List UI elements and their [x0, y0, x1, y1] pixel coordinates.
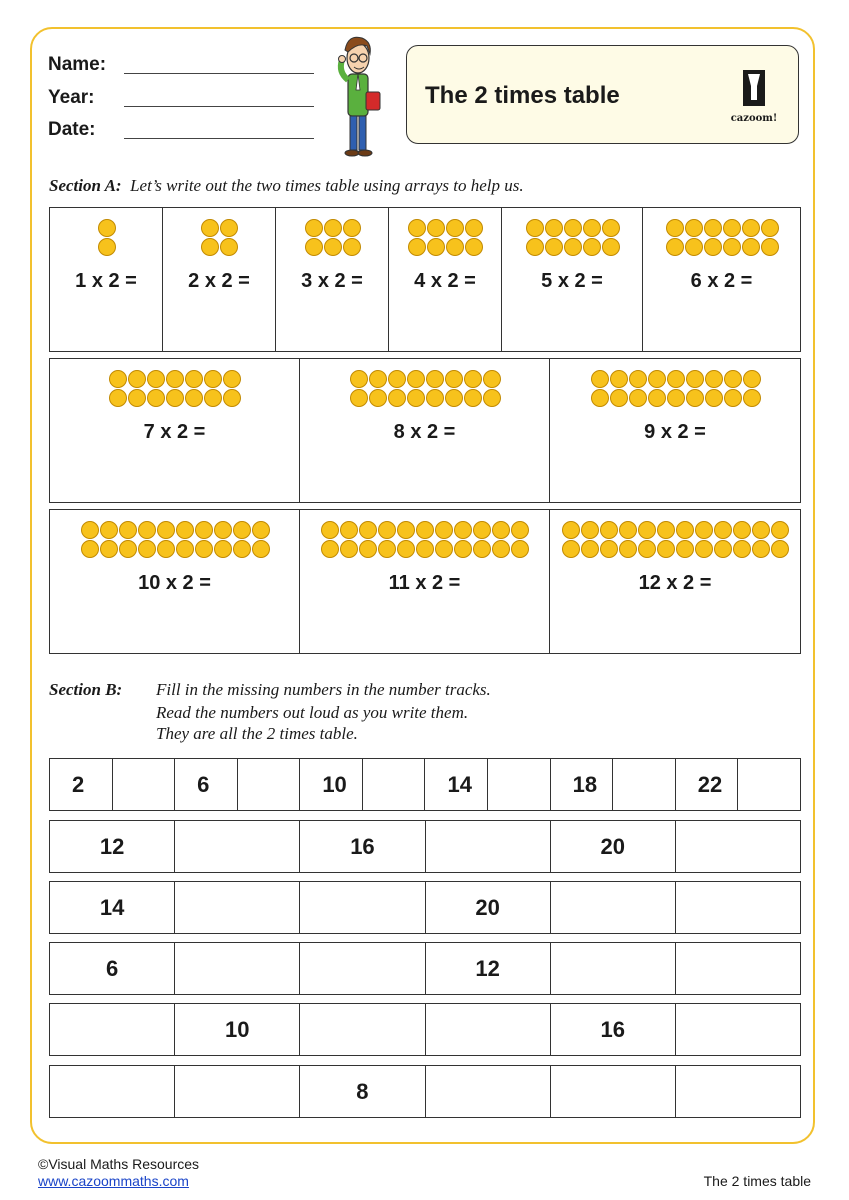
counter-dot — [138, 540, 156, 558]
array-cell[interactable] — [276, 208, 389, 351]
blank-track-box[interactable] — [676, 821, 800, 872]
counter-dot — [427, 238, 445, 256]
counter-dot — [350, 370, 368, 388]
blank-track-box[interactable] — [175, 821, 300, 872]
dot-row — [200, 238, 238, 257]
blank-track-box[interactable] — [363, 759, 426, 810]
name-field[interactable] — [124, 73, 314, 74]
dot-array — [50, 370, 299, 408]
array-cell[interactable] — [50, 510, 300, 653]
counter-dot — [483, 370, 501, 388]
array-row-3 — [49, 509, 801, 654]
blank-track-box[interactable] — [426, 1066, 551, 1117]
counter-dot — [435, 521, 453, 539]
counter-dot — [378, 521, 396, 539]
array-cell[interactable] — [300, 510, 550, 653]
dot-row — [525, 219, 620, 238]
counter-dot — [176, 540, 194, 558]
blank-track-box[interactable] — [551, 882, 676, 933]
counter-dot — [119, 540, 137, 558]
equation-label: 3 x 2 = — [301, 270, 363, 292]
track-number: 6 — [50, 943, 175, 994]
counter-dot — [195, 521, 213, 539]
logo-text: cazoom! — [730, 113, 778, 124]
counter-dot — [583, 238, 601, 256]
counter-dot — [511, 521, 529, 539]
counter-dot — [752, 540, 770, 558]
blank-track-box[interactable] — [488, 759, 551, 810]
counter-dot — [714, 521, 732, 539]
equation-label: 12 x 2 = — [638, 572, 712, 594]
blank-track-box[interactable] — [676, 943, 800, 994]
counter-dot — [564, 238, 582, 256]
track-number: 10 — [300, 759, 363, 810]
number-track-1 — [49, 758, 801, 811]
counter-dot — [446, 238, 464, 256]
counter-dot — [408, 219, 426, 237]
array-cell[interactable] — [550, 510, 800, 653]
counter-dot — [397, 540, 415, 558]
counter-dot — [98, 238, 116, 256]
counter-dot — [724, 370, 742, 388]
counter-dot — [733, 521, 751, 539]
counter-dot — [685, 219, 703, 237]
equation-label: 7 x 2 = — [143, 421, 206, 443]
blank-track-box[interactable] — [738, 759, 800, 810]
dot-row — [97, 219, 116, 238]
dot-row — [407, 219, 483, 238]
track-number: 10 — [175, 1004, 300, 1055]
dot-array — [276, 219, 388, 257]
counter-dot — [581, 521, 599, 539]
date-label: Date: — [48, 119, 96, 140]
blank-track-box[interactable] — [613, 759, 676, 810]
counter-dot — [743, 370, 761, 388]
worksheet-title: The 2 times table — [425, 82, 620, 109]
dot-array — [50, 521, 299, 559]
equation-label: 8 x 2 = — [393, 421, 456, 443]
dot-array — [550, 370, 800, 408]
array-row-1 — [49, 207, 801, 352]
counter-dot — [705, 389, 723, 407]
logo-icon — [743, 70, 765, 106]
section-b-instruction-3: They are all the 2 times table. — [156, 724, 358, 743]
counter-dot — [600, 521, 618, 539]
dot-array — [550, 521, 800, 559]
array-cell[interactable] — [50, 359, 300, 502]
track-number: 16 — [551, 1004, 676, 1055]
counter-dot — [350, 389, 368, 407]
dot-row — [665, 238, 779, 257]
counter-dot — [686, 370, 704, 388]
number-track-3 — [49, 881, 801, 934]
counter-dot — [610, 389, 628, 407]
counter-dot — [185, 389, 203, 407]
dot-array — [300, 521, 549, 559]
equation-label: 9 x 2 = — [644, 421, 706, 443]
equation-label: 4 x 2 = — [414, 270, 476, 292]
counter-dot — [695, 521, 713, 539]
cazoom-logo — [729, 70, 779, 124]
counter-dot — [600, 540, 618, 558]
counter-dot — [666, 238, 684, 256]
counter-dot — [465, 219, 483, 237]
blank-track-box[interactable] — [676, 1004, 800, 1055]
counter-dot — [545, 238, 563, 256]
dot-row — [97, 238, 116, 257]
counter-dot — [761, 238, 779, 256]
counter-dot — [724, 389, 742, 407]
dot-array — [643, 219, 800, 257]
counter-dot — [388, 370, 406, 388]
dot-array — [163, 219, 275, 257]
counter-dot — [483, 389, 501, 407]
counter-dot — [602, 219, 620, 237]
dot-array — [300, 370, 549, 408]
dot-row — [349, 370, 501, 389]
counter-dot — [733, 540, 751, 558]
title-box — [406, 45, 799, 144]
counter-dot — [195, 540, 213, 558]
equation-label: 11 x 2 = — [388, 572, 461, 594]
counter-dot — [752, 521, 770, 539]
year-field[interactable] — [124, 106, 314, 107]
track-number: 12 — [50, 821, 175, 872]
track-number: 22 — [676, 759, 739, 810]
blank-track-box[interactable] — [238, 759, 301, 810]
dot-array — [50, 219, 162, 257]
dot-array — [502, 219, 642, 257]
dot-row — [80, 540, 270, 559]
equation-label: 2 x 2 = — [188, 270, 250, 292]
track-number: 12 — [426, 943, 551, 994]
counter-dot — [233, 540, 251, 558]
counter-dot — [638, 521, 656, 539]
counter-dot — [343, 219, 361, 237]
counter-dot — [305, 219, 323, 237]
footer-sheet-title: The 2 times table — [703, 1173, 811, 1189]
track-number: 14 — [425, 759, 488, 810]
counter-dot — [214, 540, 232, 558]
counter-dot — [166, 370, 184, 388]
counter-dot — [445, 370, 463, 388]
counter-dot — [591, 389, 609, 407]
counter-dot — [619, 540, 637, 558]
equation-label: 10 x 2 = — [138, 572, 211, 594]
array-cell[interactable] — [50, 208, 163, 351]
track-number: 14 — [50, 882, 175, 933]
counter-dot — [100, 521, 118, 539]
number-track-2 — [49, 820, 801, 873]
counter-dot — [610, 370, 628, 388]
blank-track-box[interactable] — [50, 1066, 175, 1117]
counter-dot — [676, 521, 694, 539]
array-row-2 — [49, 358, 801, 503]
dot-row — [407, 238, 483, 257]
blank-track-box[interactable] — [676, 1066, 800, 1117]
dot-row — [200, 219, 238, 238]
counter-dot — [743, 389, 761, 407]
counter-dot — [416, 540, 434, 558]
dot-row — [304, 238, 361, 257]
array-cell[interactable] — [389, 208, 502, 351]
blank-track-box[interactable] — [676, 882, 800, 933]
counter-dot — [378, 540, 396, 558]
counter-dot — [435, 540, 453, 558]
teacher-illustration — [332, 30, 392, 160]
counter-dot — [252, 540, 270, 558]
dot-row — [320, 540, 529, 559]
counter-dot — [388, 389, 406, 407]
counter-dot — [526, 238, 544, 256]
counter-dot — [128, 389, 146, 407]
number-track-5 — [49, 1003, 801, 1056]
counter-dot — [473, 540, 491, 558]
counter-dot — [109, 389, 127, 407]
counter-dot — [695, 540, 713, 558]
section-a-heading — [49, 176, 524, 196]
counter-dot — [705, 370, 723, 388]
dot-row — [561, 521, 789, 540]
equation-label: 5 x 2 = — [541, 270, 603, 292]
counter-dot — [220, 219, 238, 237]
date-field[interactable] — [124, 138, 314, 139]
counter-dot — [324, 238, 342, 256]
track-number: 2 — [50, 759, 113, 810]
counter-dot — [704, 238, 722, 256]
counter-dot — [407, 370, 425, 388]
dot-row — [349, 389, 501, 408]
dot-row — [304, 219, 361, 238]
dot-row — [320, 521, 529, 540]
counter-dot — [465, 238, 483, 256]
blank-track-box[interactable] — [175, 1066, 300, 1117]
dot-row — [590, 389, 761, 408]
counter-dot — [305, 238, 323, 256]
counter-dot — [109, 370, 127, 388]
blank-track-box[interactable] — [113, 759, 176, 810]
counter-dot — [427, 219, 445, 237]
track-number: 6 — [175, 759, 238, 810]
counter-dot — [562, 521, 580, 539]
section-b-label: Section B: — [49, 680, 123, 699]
track-number: 20 — [551, 821, 676, 872]
counter-dot — [723, 238, 741, 256]
counter-dot — [704, 219, 722, 237]
dot-row — [665, 219, 779, 238]
counter-dot — [583, 219, 601, 237]
counter-dot — [492, 540, 510, 558]
website-link[interactable]: www.cazoommaths.com — [38, 1173, 189, 1189]
counter-dot — [81, 521, 99, 539]
counter-dot — [771, 521, 789, 539]
counter-dot — [454, 540, 472, 558]
array-cell[interactable] — [163, 208, 276, 351]
dot-row — [80, 521, 270, 540]
counter-dot — [564, 219, 582, 237]
counter-dot — [100, 540, 118, 558]
counter-dot — [426, 370, 444, 388]
counter-dot — [562, 540, 580, 558]
counter-dot — [147, 370, 165, 388]
counter-dot — [98, 219, 116, 237]
counter-dot — [157, 540, 175, 558]
counter-dot — [369, 389, 387, 407]
counter-dot — [629, 370, 647, 388]
counter-dot — [666, 219, 684, 237]
name-label: Name: — [48, 54, 107, 75]
equation-label: 1 x 2 = — [75, 270, 137, 292]
counter-dot — [397, 521, 415, 539]
counter-dot — [492, 521, 510, 539]
section-b-instruction-1: Fill in the missing numbers in the number tracks. — [156, 680, 491, 699]
array-cell[interactable] — [643, 208, 800, 351]
counter-dot — [464, 370, 482, 388]
counter-dot — [408, 238, 426, 256]
counter-dot — [667, 389, 685, 407]
counter-dot — [638, 540, 656, 558]
counter-dot — [321, 540, 339, 558]
counter-dot — [166, 389, 184, 407]
section-b-heading — [49, 680, 122, 700]
counter-dot — [602, 238, 620, 256]
array-cell[interactable] — [300, 359, 550, 502]
counter-dot — [473, 521, 491, 539]
dot-array — [389, 219, 501, 257]
counter-dot — [119, 521, 137, 539]
track-number: 16 — [300, 821, 425, 872]
section-b-instruction-2: Read the numbers out loud as you write them. — [156, 703, 469, 722]
counter-dot — [176, 521, 194, 539]
number-track-6 — [49, 1065, 801, 1118]
counter-dot — [359, 540, 377, 558]
counter-dot — [233, 521, 251, 539]
counter-dot — [369, 370, 387, 388]
counter-dot — [511, 540, 529, 558]
counter-dot — [657, 540, 675, 558]
counter-dot — [545, 219, 563, 237]
counter-dot — [714, 540, 732, 558]
blank-track-box[interactable] — [426, 1004, 551, 1055]
blank-track-box[interactable] — [175, 943, 300, 994]
counter-dot — [629, 389, 647, 407]
counter-dot — [581, 540, 599, 558]
counter-dot — [128, 370, 146, 388]
number-track-4 — [49, 942, 801, 995]
blank-track-box[interactable] — [426, 821, 551, 872]
counter-dot — [223, 389, 241, 407]
dot-row — [525, 238, 620, 257]
counter-dot — [445, 389, 463, 407]
array-cell[interactable] — [502, 208, 643, 351]
blank-track-box[interactable] — [300, 943, 425, 994]
counter-dot — [742, 219, 760, 237]
copyright-text: ©Visual Maths Resources — [38, 1156, 200, 1172]
blank-track-box[interactable] — [300, 882, 425, 933]
counter-dot — [657, 521, 675, 539]
section-a-instruction: Let’s write out the two times table using arrays to help us. — [130, 176, 524, 195]
track-number: 18 — [551, 759, 614, 810]
counter-dot — [201, 219, 219, 237]
counter-dot — [201, 238, 219, 256]
counter-dot — [464, 389, 482, 407]
array-cell[interactable] — [550, 359, 800, 502]
counter-dot — [223, 370, 241, 388]
counter-dot — [220, 238, 238, 256]
counter-dot — [454, 521, 472, 539]
counter-dot — [138, 521, 156, 539]
counter-dot — [648, 370, 666, 388]
website-wrapper — [38, 1173, 189, 1189]
counter-dot — [761, 219, 779, 237]
dot-row — [108, 370, 241, 389]
track-number: 20 — [426, 882, 551, 933]
counter-dot — [591, 370, 609, 388]
blank-track-box[interactable] — [551, 943, 676, 994]
counter-dot — [340, 521, 358, 539]
counter-dot — [359, 521, 377, 539]
blank-track-box[interactable] — [50, 1004, 175, 1055]
dot-row — [561, 540, 789, 559]
counter-dot — [771, 540, 789, 558]
equation-label: 6 x 2 = — [690, 270, 753, 292]
dot-row — [590, 370, 761, 389]
counter-dot — [446, 219, 464, 237]
counter-dot — [252, 521, 270, 539]
counter-dot — [340, 540, 358, 558]
counter-dot — [185, 370, 203, 388]
counter-dot — [324, 219, 342, 237]
counter-dot — [407, 389, 425, 407]
counter-dot — [648, 389, 666, 407]
blank-track-box[interactable] — [300, 1004, 425, 1055]
blank-track-box[interactable] — [551, 1066, 676, 1117]
counter-dot — [676, 540, 694, 558]
counter-dot — [204, 370, 222, 388]
counter-dot — [685, 238, 703, 256]
counter-dot — [157, 521, 175, 539]
counter-dot — [343, 238, 361, 256]
counter-dot — [686, 389, 704, 407]
counter-dot — [81, 540, 99, 558]
counter-dot — [147, 389, 165, 407]
blank-track-box[interactable] — [175, 882, 300, 933]
counter-dot — [426, 389, 444, 407]
counter-dot — [742, 238, 760, 256]
section-a-label: Section A: — [49, 176, 122, 195]
counter-dot — [214, 521, 232, 539]
counter-dot — [204, 389, 222, 407]
counter-dot — [321, 521, 339, 539]
counter-dot — [619, 521, 637, 539]
counter-dot — [526, 219, 544, 237]
dot-row — [108, 389, 241, 408]
counter-dot — [723, 219, 741, 237]
counter-dot — [416, 521, 434, 539]
counter-dot — [667, 370, 685, 388]
year-label: Year: — [48, 87, 95, 108]
track-number: 8 — [300, 1066, 425, 1117]
